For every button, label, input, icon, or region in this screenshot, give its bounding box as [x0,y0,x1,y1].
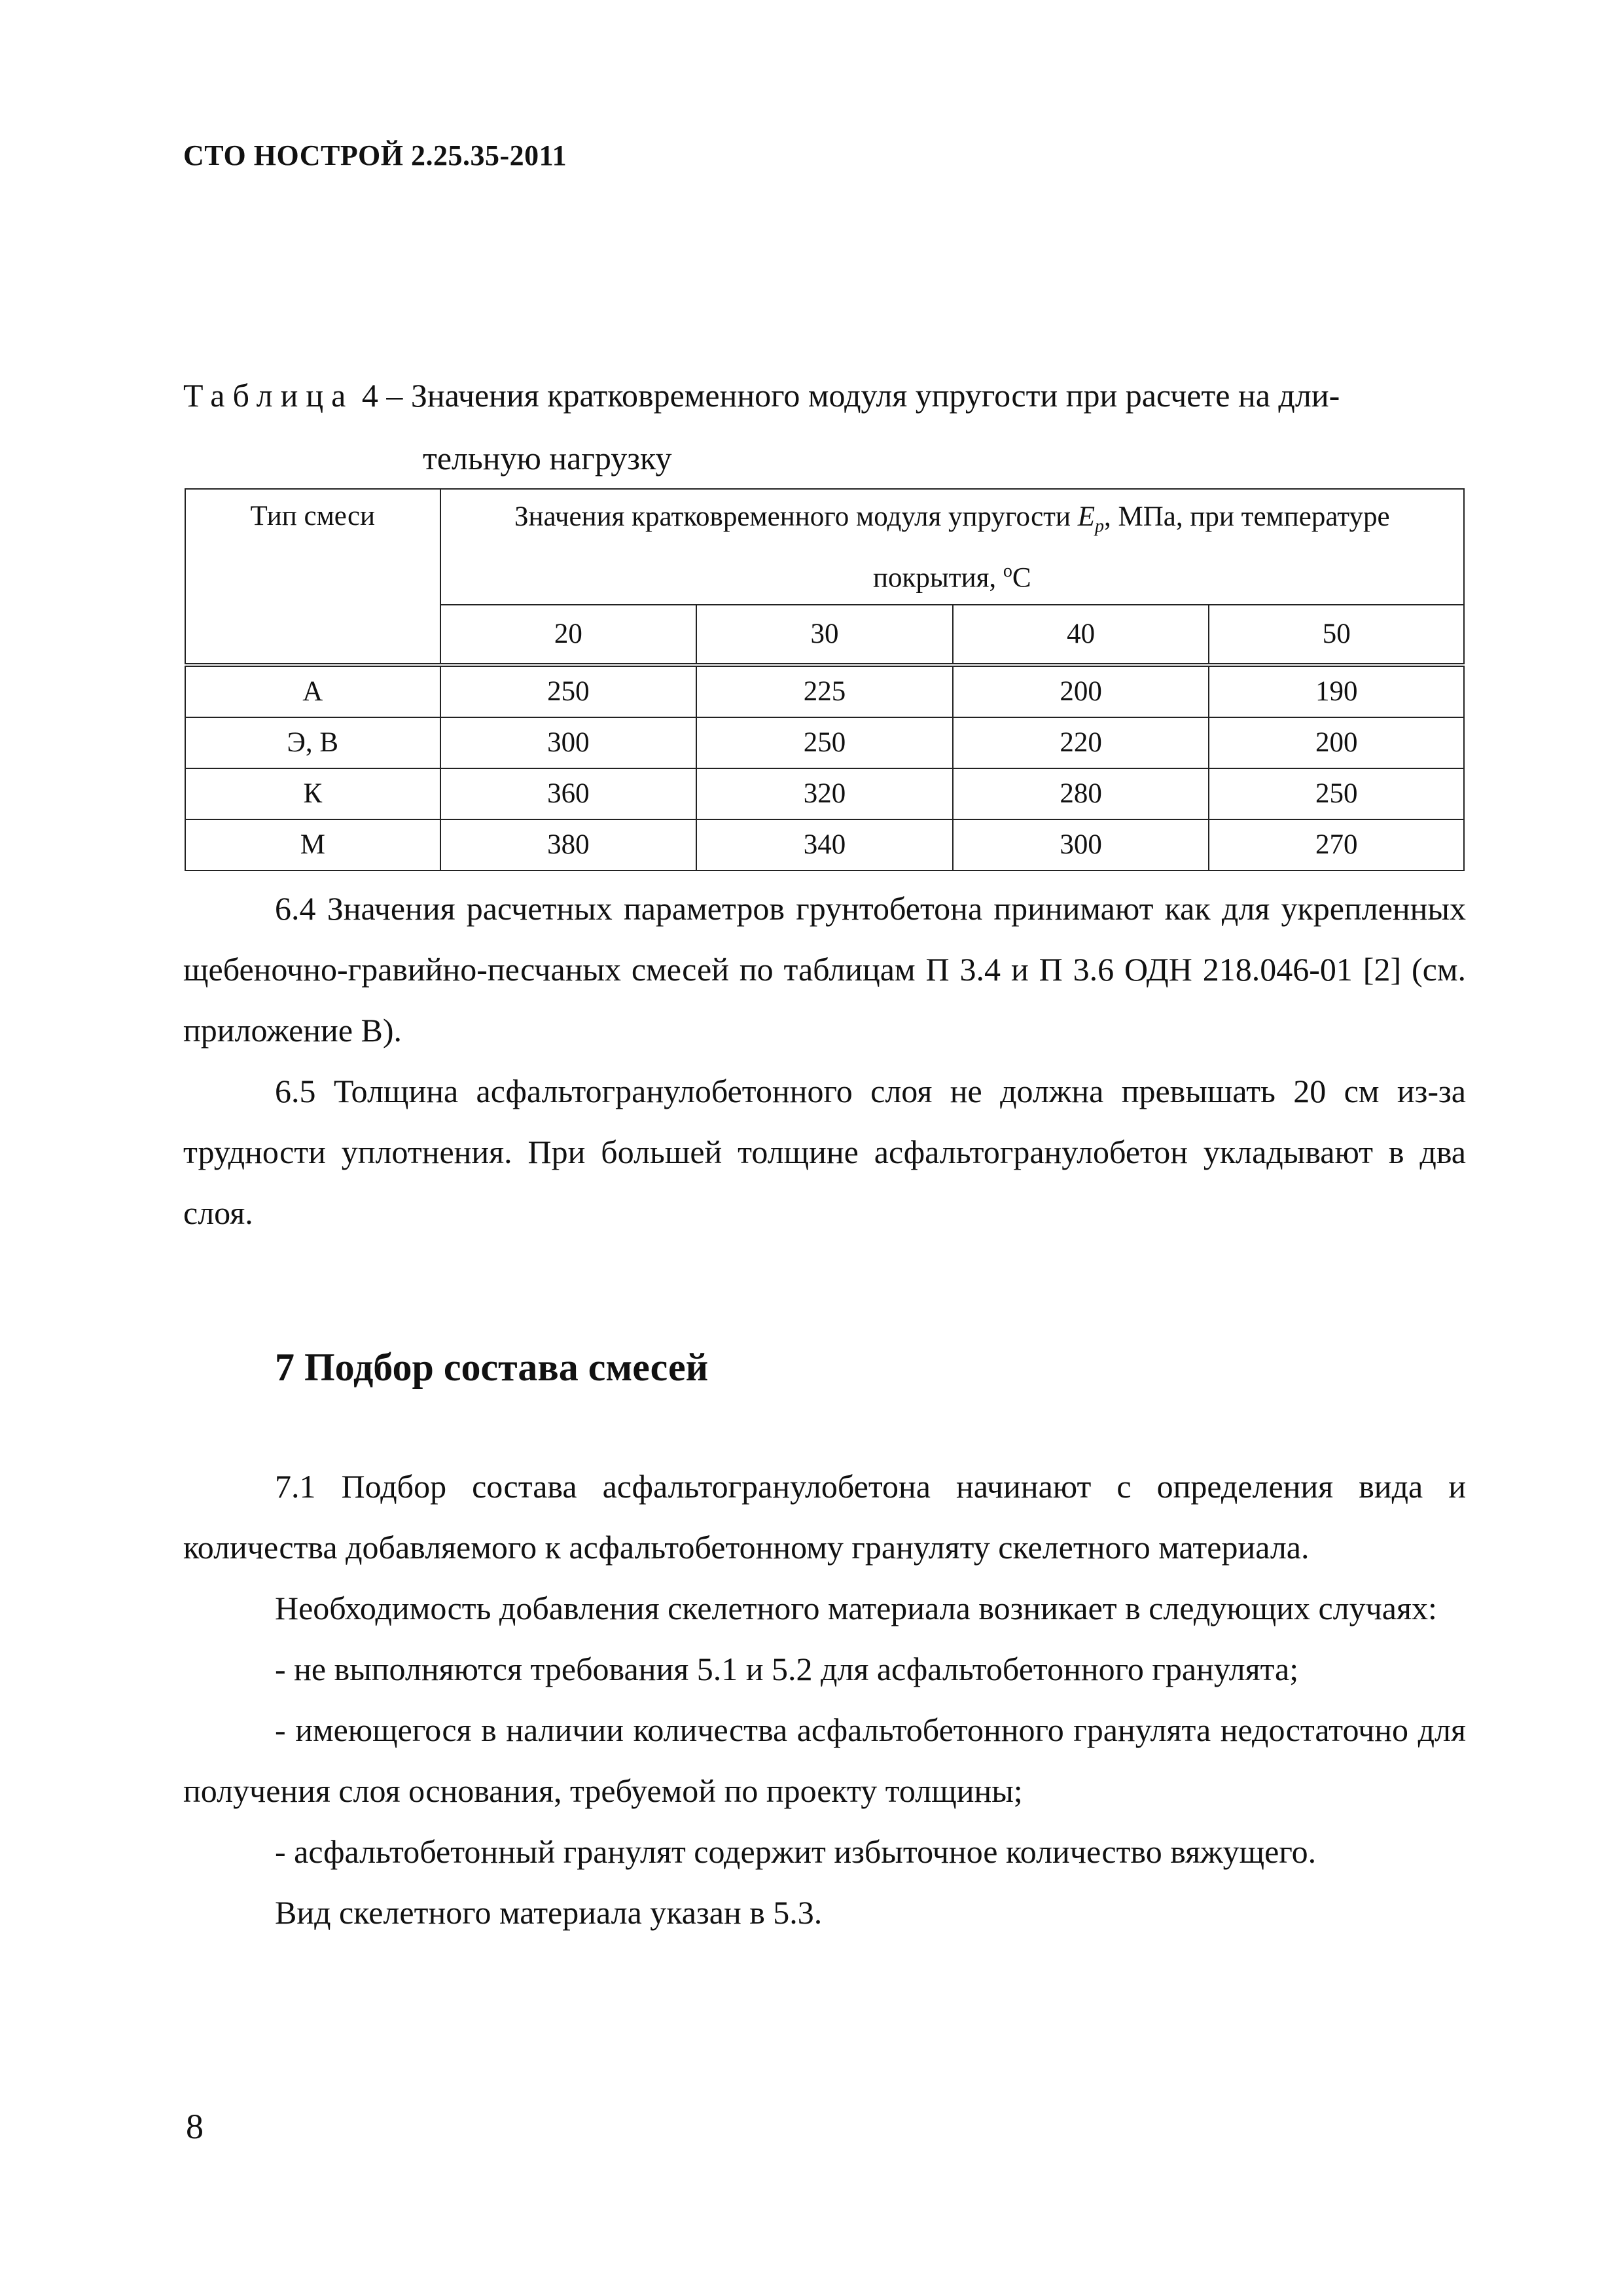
temperature-header: 30 [696,605,953,665]
table-caption-label: Таблица [183,377,354,414]
section-7-paragraphs [183,1456,1466,1943]
table-caption [183,364,1466,490]
column-header-mix-type: Тип смеси [185,489,440,665]
value-cell: 200 [953,665,1209,717]
paragraph-7-1: 7.1 Подбор состава асфальтогранулобетона начинают с определения вида и количества добавляемого к асфальтобетонному грануляту скелетного материала. [183,1468,1466,1566]
value-cell: 250 [440,665,697,717]
value-cell: 380 [440,819,697,870]
table-row [185,768,1464,819]
paragraph-last: Вид скелетного материала указан в 5.3. [275,1894,823,1931]
mix-type-cell: А [185,665,440,717]
value-cell: 360 [440,768,697,819]
value-cell: 270 [1209,819,1464,870]
list-item: - не выполняются требования 5.1 и 5.2 для асфальтобетонного гранулята; [275,1651,1299,1687]
paragraph-6-4: 6.4 Значения расчетных параметров грунтобетона принимают как для укрепленных щебеночно-гравийно-песчаных смесей по таблицам П 3.4 и П 3.6 ОДН 218.046-01 [2] (см. приложение В). [183,890,1466,1049]
paragraph-need: Необходимость добавления скелетного материала возникает в следующих случаях: [275,1590,1437,1626]
table-row [185,665,1464,717]
value-cell: 320 [696,768,953,819]
table-caption-text: 4 – Значения кратковременного модуля упругости при расчете на дли- [361,377,1340,414]
mix-type-cell: М [185,819,440,870]
column-header-modulus-values: Значения кратковременного модуля упругости $E_p$, МПа, при температуре покрытия, $^о$С [440,489,1464,605]
section-6-paragraphs [183,878,1466,1244]
value-cell: 190 [1209,665,1464,717]
temperature-header: 50 [1209,605,1464,665]
section-7-heading: 7 Подбор состава смесей [275,1346,709,1389]
list-item: - имеющегося в наличии количества асфальтобетонного гранулята недостаточно для получения слоя основания, требуемой по проекту толщины; [183,1712,1466,1809]
table-row [185,717,1464,768]
value-cell: 250 [696,717,953,768]
temperature-header: 40 [953,605,1209,665]
value-cell: 280 [953,768,1209,819]
paragraph-6-5: 6.5 Толщина асфальтогранулобетонного слоя не должна превышать 20 см из-за трудности уплотнения. При большей толщине асфальтогранулобетон укладывают в два слоя. [183,1073,1466,1231]
page-number: 8 [186,2107,204,2146]
table-row [185,819,1464,870]
value-cell: 300 [953,819,1209,870]
mix-type-cell: Э, В [185,717,440,768]
table-caption-continuation: тельную нагрузку [423,440,672,476]
list-item: - асфальтобетонный гранулят содержит избыточное количество вяжущего. [275,1833,1317,1870]
document-code-header: СТО НОСТРОЙ 2.25.35-2011 [183,139,567,171]
temperature-header: 20 [440,605,697,665]
value-cell: 300 [440,717,697,768]
elastic-modulus-table [185,488,1465,871]
value-cell: 225 [696,665,953,717]
value-cell: 250 [1209,768,1464,819]
value-cell: 220 [953,717,1209,768]
value-cell: 340 [696,819,953,870]
mix-type-cell: К [185,768,440,819]
value-cell: 200 [1209,717,1464,768]
